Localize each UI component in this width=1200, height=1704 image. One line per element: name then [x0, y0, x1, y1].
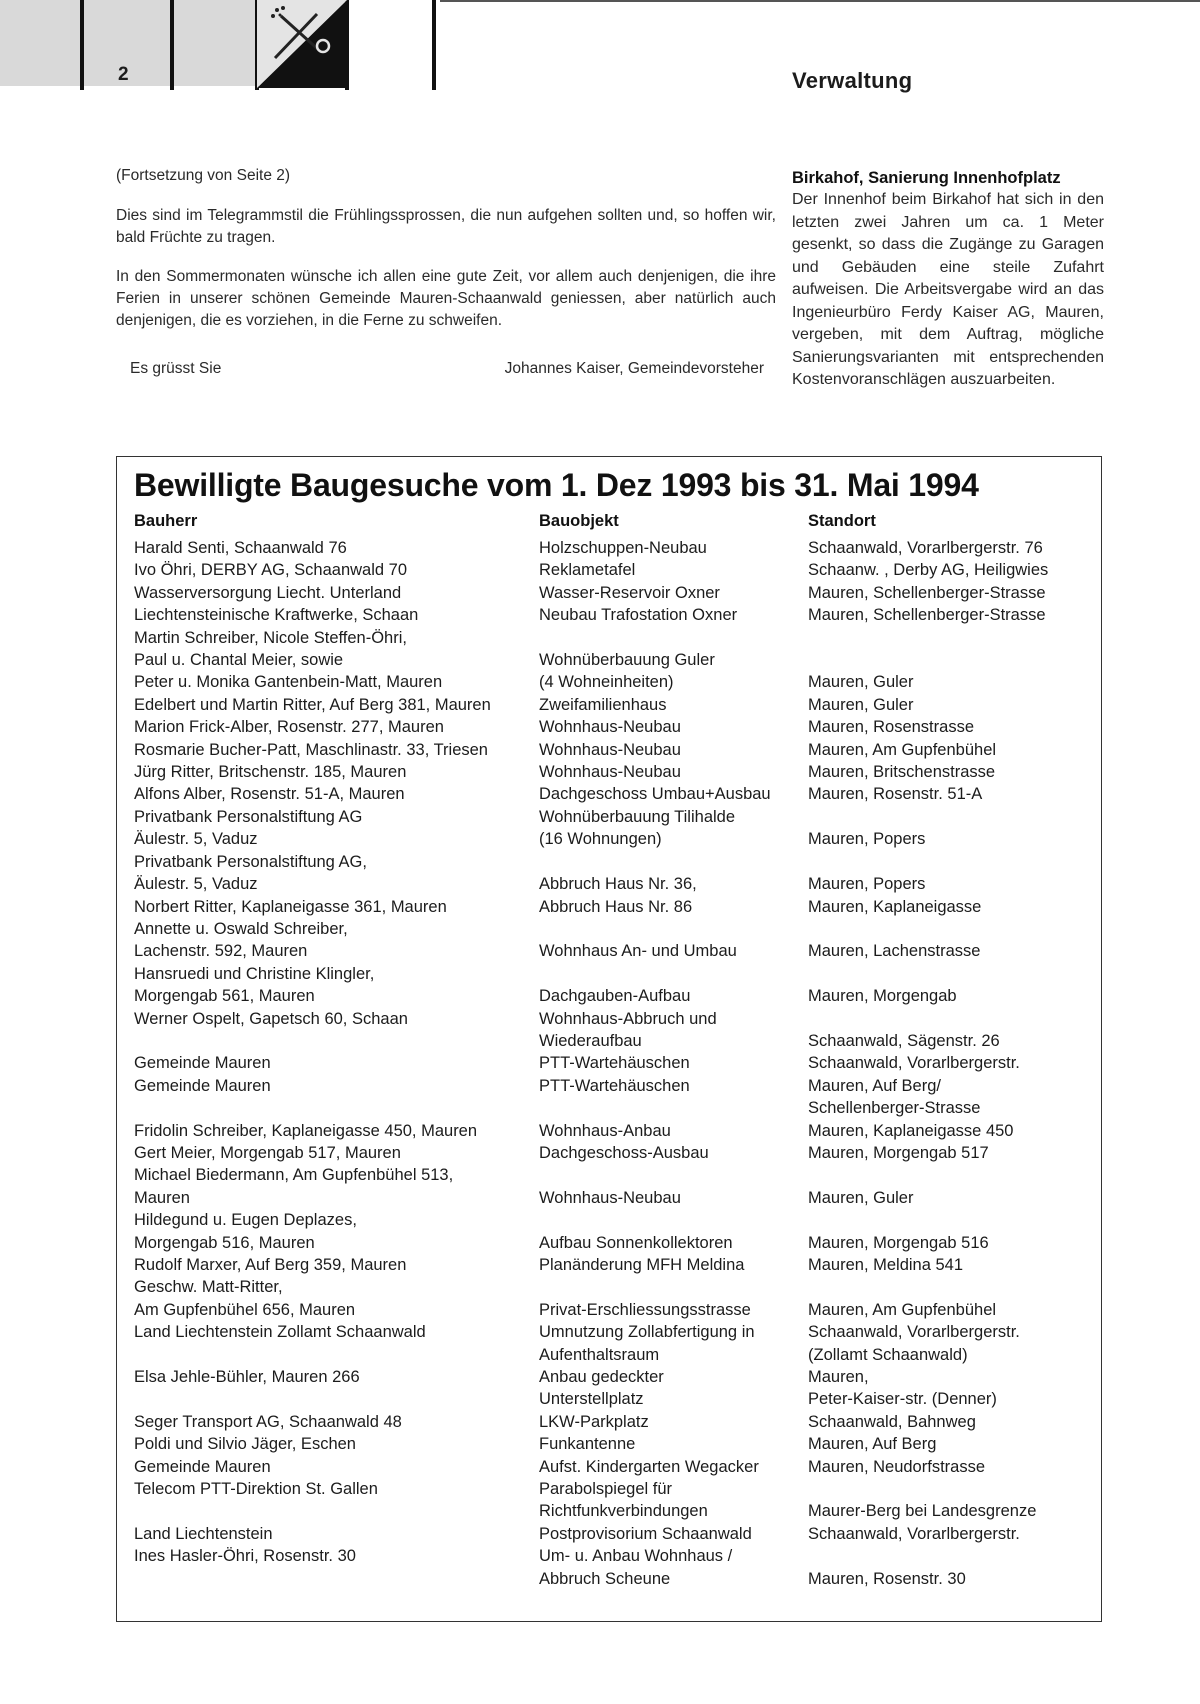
- owner-cell: Geschw. Matt-Ritter,: [134, 1278, 283, 1297]
- table-row: [134, 1299, 1094, 1321]
- intro-column: [116, 165, 776, 382]
- object-cell: Abbruch Scheune: [539, 1569, 671, 1588]
- object-cell: Aufenthaltsraum: [539, 1345, 660, 1364]
- object-cell: Dachgauben-Aufbau: [539, 987, 691, 1006]
- owner-cell: Am Gupfenbühel 656, Mauren: [134, 1300, 356, 1319]
- table-row: [134, 1232, 1094, 1254]
- object-cell: Umnutzung Zollabfertigung in: [539, 1323, 755, 1342]
- table-row: [134, 1209, 1094, 1231]
- location-cell: Mauren, Meldina 541: [808, 1256, 964, 1274]
- object-cell: [539, 627, 808, 649]
- object-cell: [539, 1209, 808, 1231]
- table-row: [134, 1366, 1094, 1388]
- object-cell: Funkantenne: [539, 1435, 636, 1454]
- note-title: Birkahof, Sanierung Innenhofplatz: [792, 169, 1061, 187]
- location-cell: Schaanwald, Sägenstr. 26: [808, 1031, 1000, 1050]
- object-cell: Wohnüberbauung Guler: [539, 651, 715, 670]
- owner-cell: Werner Ospelt, Gapetsch 60, Schaan: [134, 1009, 408, 1028]
- object-cell: Dachgeschoss Umbau+Ausbau: [539, 785, 771, 804]
- object-cell: [539, 1164, 808, 1186]
- table-row: [134, 1388, 1094, 1410]
- object-cell: Anbau gedeckter: [539, 1368, 664, 1387]
- location-cell: Mauren, Schellenberger-Strasse: [808, 583, 1046, 602]
- location-cell: Peter-Kaiser-str. (Denner): [808, 1390, 997, 1409]
- location-cell: Mauren, Morgengab 516: [808, 1233, 989, 1252]
- owner-cell: Alfons Alber, Rosenstr. 51-A, Mauren: [134, 785, 405, 804]
- owner-cell: Lachenstr. 592, Mauren: [134, 942, 308, 961]
- owner-cell: Rosmarie Bucher-Patt, Maschlinastr. 33, Triesen: [134, 740, 488, 759]
- owner-cell: [134, 1388, 539, 1410]
- object-cell: Richtfunkverbindungen: [539, 1502, 708, 1521]
- object-cell: Abbruch Haus Nr. 86: [539, 897, 693, 916]
- owner-cell: Peter u. Monika Gantenbein-Matt, Mauren: [134, 673, 443, 692]
- table-row: [134, 1052, 1094, 1074]
- table-row: [134, 940, 1094, 962]
- table-row: [134, 1321, 1094, 1343]
- owner-cell: Marion Frick-Alber, Rosenstr. 277, Mauren: [134, 718, 444, 737]
- table-row: [134, 604, 1094, 626]
- table-row: [134, 828, 1094, 850]
- object-cell: Unterstellplatz: [539, 1390, 644, 1409]
- object-cell: [539, 963, 808, 985]
- object-cell: Wasser-Reservoir Oxner: [539, 583, 720, 602]
- location-cell: Mauren, Am Gupfenbühel: [808, 1300, 997, 1319]
- table-row: [134, 918, 1094, 940]
- location-cell: Mauren, Popers: [808, 875, 926, 894]
- object-cell: Aufst. Kindergarten Wegacker: [539, 1457, 759, 1476]
- table-row: [134, 1097, 1094, 1119]
- continuation-note: (Fortsetzung von Seite 2): [116, 167, 291, 184]
- table-row: [134, 963, 1094, 985]
- permits-table: [134, 537, 1094, 1590]
- object-cell: Parabolspiegel für: [539, 1480, 672, 1499]
- table-row: [134, 1545, 1094, 1567]
- location-cell: Mauren, Auf Berg: [808, 1435, 937, 1454]
- location-cell: Maurer-Berg bei Landesgrenze: [808, 1502, 1037, 1521]
- object-cell: Planänderung MFH Meldina: [539, 1256, 745, 1274]
- object-cell: Wohnüberbauung Tilihalde: [539, 807, 736, 826]
- table-row: [134, 896, 1094, 918]
- header-bar: [170, 0, 174, 90]
- owner-cell: Mauren: [134, 1188, 190, 1207]
- object-cell: Zweifamilienhaus: [539, 695, 667, 714]
- location-cell: (Zollamt Schaanwald): [808, 1345, 968, 1364]
- owner-cell: Gert Meier, Morgengab 517, Mauren: [134, 1143, 401, 1162]
- table-row: [134, 1008, 1094, 1030]
- table-row: [134, 559, 1094, 581]
- table-row: [134, 783, 1094, 805]
- table-row: [134, 1276, 1094, 1298]
- owner-cell: Morgengab 561, Mauren: [134, 987, 315, 1006]
- table-row: [134, 1568, 1094, 1590]
- location-cell: Mauren, Guler: [808, 695, 914, 714]
- page-number: 2: [118, 64, 129, 85]
- owner-cell: Jürg Ritter, Britschenstr. 185, Mauren: [134, 763, 407, 782]
- column-header-object: Bauobjekt: [539, 512, 619, 530]
- location-cell: Schaanwald, Vorarlbergerstr. 76: [808, 539, 1043, 557]
- intro-paragraph: Dies sind im Telegrammstil die Frühlingssprossen, die nun aufgehen sollten und, so hoffen wir, bald Früchte zu tragen.: [116, 207, 776, 246]
- note-text: Der Innenhof beim Birkahof hat sich in den letzten zwei Jahren um ca. 1 Meter gesenkt, so dass die Zugänge zu Garagen und Gebäuden eine steile Zufahrt aufweisen. Die Arbeitsvergabe wird an das Ingenieurbüro Ferdy Kaiser AG, Mauren, vergeben, mit dem Auftrag, mögliche Sanierungsvarianten mit entsprechenden Kostenvoranschlägen auszuarbeiten.: [792, 191, 1104, 388]
- object-cell: Wiederaufbau: [539, 1031, 642, 1050]
- location-cell: Mauren, Kaplaneigasse: [808, 897, 982, 916]
- table-row: [134, 1187, 1094, 1209]
- location-cell: Mauren, Guler: [808, 1188, 914, 1207]
- table-row: [134, 739, 1094, 761]
- table-row: [134, 806, 1094, 828]
- table-row: [134, 985, 1094, 1007]
- table-row: [134, 694, 1094, 716]
- object-cell: Privat-Erschliessungsstrasse: [539, 1300, 751, 1319]
- owner-cell: Hansruedi und Christine Klingler,: [134, 964, 375, 983]
- greeting: Es grüsst Sie: [130, 360, 222, 377]
- location-cell: Mauren, Morgengab: [808, 987, 957, 1006]
- object-cell: (4 Wohneinheiten): [539, 673, 674, 692]
- location-cell: Schellenberger-Strasse: [808, 1099, 981, 1118]
- owner-cell: [134, 1568, 539, 1590]
- location-cell: Mauren, Kaplaneigasse 450: [808, 1121, 1014, 1140]
- location-cell: Schaanwald, Vorarlbergerstr.: [808, 1524, 1020, 1543]
- owner-cell: Privatbank Personalstiftung AG: [134, 807, 363, 826]
- table-row: [134, 1120, 1094, 1142]
- owner-cell: Norbert Ritter, Kaplaneigasse 361, Mauren: [134, 897, 447, 916]
- object-cell: PTT-Wartehäuschen: [539, 1076, 690, 1095]
- table-row: [134, 851, 1094, 873]
- table-row: [134, 1254, 1094, 1276]
- location-cell: Mauren, Rosenstr. 51-A: [808, 785, 983, 804]
- object-cell: Dachgeschoss-Ausbau: [539, 1143, 709, 1162]
- location-cell: Mauren, Rosenstrasse: [808, 718, 974, 737]
- object-cell: Wohnhaus-Neubau: [539, 763, 681, 782]
- owner-cell: Ines Hasler-Öhri, Rosenstr. 30: [134, 1547, 356, 1566]
- location-cell: Schaanwald, Bahnweg: [808, 1412, 976, 1431]
- location-cell: Mauren, Auf Berg/: [808, 1076, 941, 1095]
- owner-cell: Wasserversorgung Liecht. Unterland: [134, 583, 402, 602]
- owner-cell: Elsa Jehle-Bühler, Mauren 266: [134, 1368, 360, 1387]
- column-header-owner: Bauherr: [134, 512, 198, 530]
- owner-cell: Liechtensteinische Kraftwerke, Schaan: [134, 606, 419, 625]
- object-cell: Aufbau Sonnenkollektoren: [539, 1233, 733, 1252]
- object-cell: Wohnhaus-Abbruch und: [539, 1009, 717, 1028]
- owner-cell: Land Liechtenstein: [134, 1524, 273, 1543]
- owner-cell: Äulestr. 5, Vaduz: [134, 830, 258, 849]
- table-row: [134, 1433, 1094, 1455]
- table-row: [134, 1478, 1094, 1500]
- header-bar: [80, 0, 84, 90]
- location-cell: Mauren, Schellenberger-Strasse: [808, 606, 1046, 625]
- table-row: [134, 1523, 1094, 1545]
- permits-title: Bewilligte Baugesuche vom 1. Dez 1993 bis 31. Mai 1994: [134, 467, 979, 503]
- table-row: [134, 671, 1094, 693]
- owner-cell: Fridolin Schreiber, Kaplaneigasse 450, Mauren: [134, 1121, 478, 1140]
- owner-cell: Privatbank Personalstiftung AG,: [134, 852, 367, 871]
- owner-cell: Annette u. Oswald Schreiber,: [134, 919, 348, 938]
- owner-cell: Martin Schreiber, Nicole Steffen-Öhri,: [134, 628, 407, 647]
- object-cell: [539, 918, 808, 940]
- header-rule: [440, 0, 1200, 2]
- table-row: [134, 582, 1094, 604]
- location-cell: Mauren, Neudorfstrasse: [808, 1457, 985, 1476]
- location-cell: Mauren, Britschenstrasse: [808, 763, 996, 782]
- section-title: Verwaltung: [792, 68, 913, 93]
- header-bar: [432, 0, 436, 90]
- owner-cell: Rudolf Marxer, Auf Berg 359, Mauren: [134, 1256, 407, 1274]
- object-cell: Postprovisorium Schaanwald: [539, 1524, 752, 1543]
- table-row: [134, 649, 1094, 671]
- owner-cell: Harald Senti, Schaanwald 76: [134, 539, 347, 557]
- crossed-tools-emblem-icon: [257, 0, 347, 88]
- owner-cell: Telecom PTT-Direktion St. Gallen: [134, 1480, 378, 1499]
- location-cell: Mauren, Rosenstr. 30: [808, 1569, 966, 1588]
- object-cell: PTT-Wartehäuschen: [539, 1054, 690, 1073]
- object-cell: [539, 1097, 808, 1119]
- owner-cell: Gemeinde Mauren: [134, 1054, 271, 1073]
- owner-cell: Gemeinde Mauren: [134, 1457, 271, 1476]
- owner-cell: Hildegund u. Eugen Deplazes,: [134, 1211, 357, 1230]
- table-row: [134, 761, 1094, 783]
- location-cell: Mauren, Popers: [808, 830, 926, 849]
- owner-cell: Seger Transport AG, Schaanwald 48: [134, 1412, 402, 1431]
- location-cell: Mauren,: [808, 1368, 869, 1387]
- location-cell: Schaanwald, Vorarlbergerstr.: [808, 1054, 1020, 1073]
- object-cell: Wohnhaus-Neubau: [539, 1188, 681, 1207]
- birkahof-note: [792, 167, 1104, 392]
- owner-cell: Edelbert und Martin Ritter, Auf Berg 381, Mauren: [134, 695, 491, 714]
- owner-cell: Land Liechtenstein Zollamt Schaanwald: [134, 1323, 426, 1342]
- table-row: [134, 1456, 1094, 1478]
- location-cell: Mauren, Am Gupfenbühel: [808, 740, 997, 759]
- object-cell: Wohnhaus-Neubau: [539, 740, 681, 759]
- location-cell: Mauren, Guler: [808, 673, 914, 692]
- intro-paragraph: In den Sommermonaten wünsche ich allen eine gute Zeit, vor allem auch denjenigen, die ihre Ferien in unserer schönen Gemeinde Mauren-Schaanwald geniessen, aber natürlich auch denjenigen, die es vorziehen, in die Ferne zu schweifen.: [116, 268, 776, 329]
- location-cell: Mauren, Morgengab 517: [808, 1143, 989, 1162]
- object-cell: (16 Wohnungen): [539, 830, 662, 849]
- table-row: [134, 1500, 1094, 1522]
- object-cell: Neubau Trafostation Oxner: [539, 606, 738, 625]
- table-row: [134, 873, 1094, 895]
- object-cell: [539, 1276, 808, 1298]
- owner-cell: Morgengab 516, Mauren: [134, 1233, 315, 1252]
- signature-line: [116, 358, 776, 382]
- object-cell: Reklametafel: [539, 561, 636, 580]
- owner-cell: [134, 1500, 539, 1522]
- object-cell: [539, 851, 808, 873]
- object-cell: Abbruch Haus Nr. 36,: [539, 875, 697, 894]
- table-row: [134, 1164, 1094, 1186]
- table-row: [134, 1030, 1094, 1052]
- table-row: [134, 1075, 1094, 1097]
- object-cell: Holzschuppen-Neubau: [539, 539, 707, 557]
- page-header: [0, 0, 1200, 93]
- object-cell: Wohnhaus-Neubau: [539, 718, 681, 737]
- author: Johannes Kaiser, Gemeindevorsteher: [504, 360, 764, 377]
- owner-cell: Michael Biedermann, Am Gupfenbühel 513,: [134, 1166, 454, 1185]
- owner-cell: [134, 1344, 539, 1366]
- location-cell: Schaanw. , Derby AG, Heiligwies: [808, 561, 1049, 580]
- owner-cell: [134, 1097, 539, 1119]
- owner-cell: [134, 1030, 539, 1052]
- table-row: [134, 537, 1094, 559]
- location-cell: Mauren, Lachenstrasse: [808, 942, 981, 961]
- object-cell: Wohnhaus An- und Umbau: [539, 942, 737, 961]
- column-header-location: Standort: [808, 512, 876, 530]
- table-row: [134, 1142, 1094, 1164]
- owner-cell: Paul u. Chantal Meier, sowie: [134, 651, 344, 670]
- table-row: [134, 1411, 1094, 1433]
- owner-cell: Poldi und Silvio Jäger, Eschen: [134, 1435, 356, 1454]
- header-shade: [0, 0, 265, 86]
- location-cell: Schaanwald, Vorarlbergerstr.: [808, 1323, 1020, 1342]
- table-row: [134, 716, 1094, 738]
- object-cell: Wohnhaus-Anbau: [539, 1121, 671, 1140]
- permits-box: [116, 456, 1102, 1622]
- table-row: [134, 1344, 1094, 1366]
- table-row: [134, 627, 1094, 649]
- owner-cell: Gemeinde Mauren: [134, 1076, 271, 1095]
- owner-cell: Ivo Öhri, DERBY AG, Schaanwald 70: [134, 561, 407, 580]
- object-cell: Um- u. Anbau Wohnhaus /: [539, 1547, 733, 1566]
- owner-cell: Äulestr. 5, Vaduz: [134, 875, 258, 894]
- object-cell: LKW-Parkplatz: [539, 1412, 649, 1431]
